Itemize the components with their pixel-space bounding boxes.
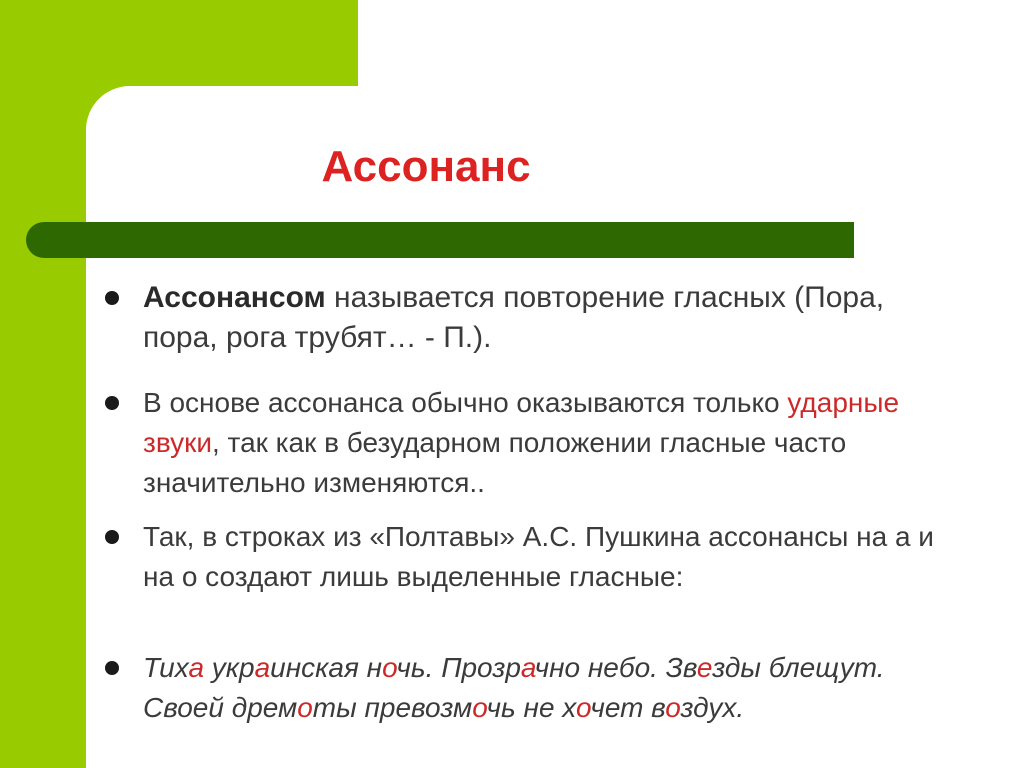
definition-term: Ассонансом: [143, 281, 326, 314]
poem-segment: инская н: [270, 652, 383, 683]
bullet-dot-3: [105, 530, 119, 544]
bullet-dot-1: [105, 291, 119, 305]
poem-quote: [143, 648, 963, 728]
poem-segment: чь. Прозр: [396, 652, 521, 683]
poem-segment: чь не х: [486, 692, 576, 723]
bullet-2-part-b: , так как в безударном положении гласные часто значительно изменяются..: [143, 427, 847, 498]
poem-segment: чет в: [590, 692, 666, 723]
highlighted-term: ударные звуки: [143, 387, 900, 458]
stressed-vowel: о: [472, 692, 487, 723]
bullet-2-part-a: В основе ассонанса обычно оказываются только: [143, 387, 788, 418]
poem-segment: чно небо. Зв: [534, 652, 697, 683]
stressed-vowel: е: [696, 652, 713, 683]
stressed-vowel: о: [382, 652, 397, 683]
stressed-vowel: о: [576, 692, 591, 723]
bullet-dot-4: [105, 661, 119, 675]
bullet-text-3: Так, в строках из «Полтавы» А.С. Пушкина ассонансы на а и на о создают лишь выделенные гласные:: [143, 521, 934, 592]
poem-segment: укр: [204, 652, 255, 683]
bullet-text-1: [143, 278, 963, 358]
stressed-vowel: а: [254, 652, 271, 683]
definition-text: называется повторение гласных (Пора, пора, рога трубят… - П.).: [143, 281, 885, 354]
poem-segment: зды блещут. Своей дрем: [143, 652, 885, 723]
stressed-vowel: а: [520, 652, 535, 683]
slide-title: Ассонанс: [321, 142, 531, 191]
stressed-vowel: а: [188, 652, 205, 683]
bullet-text-2: [143, 383, 963, 503]
poem-segment: здух.: [680, 692, 745, 723]
stressed-vowel: о: [297, 692, 313, 723]
poem-segment: Тих: [143, 652, 189, 683]
bullet-dot-2: [105, 396, 119, 410]
stressed-vowel: о: [665, 692, 681, 723]
poem-segment: ты превозм: [312, 692, 473, 723]
